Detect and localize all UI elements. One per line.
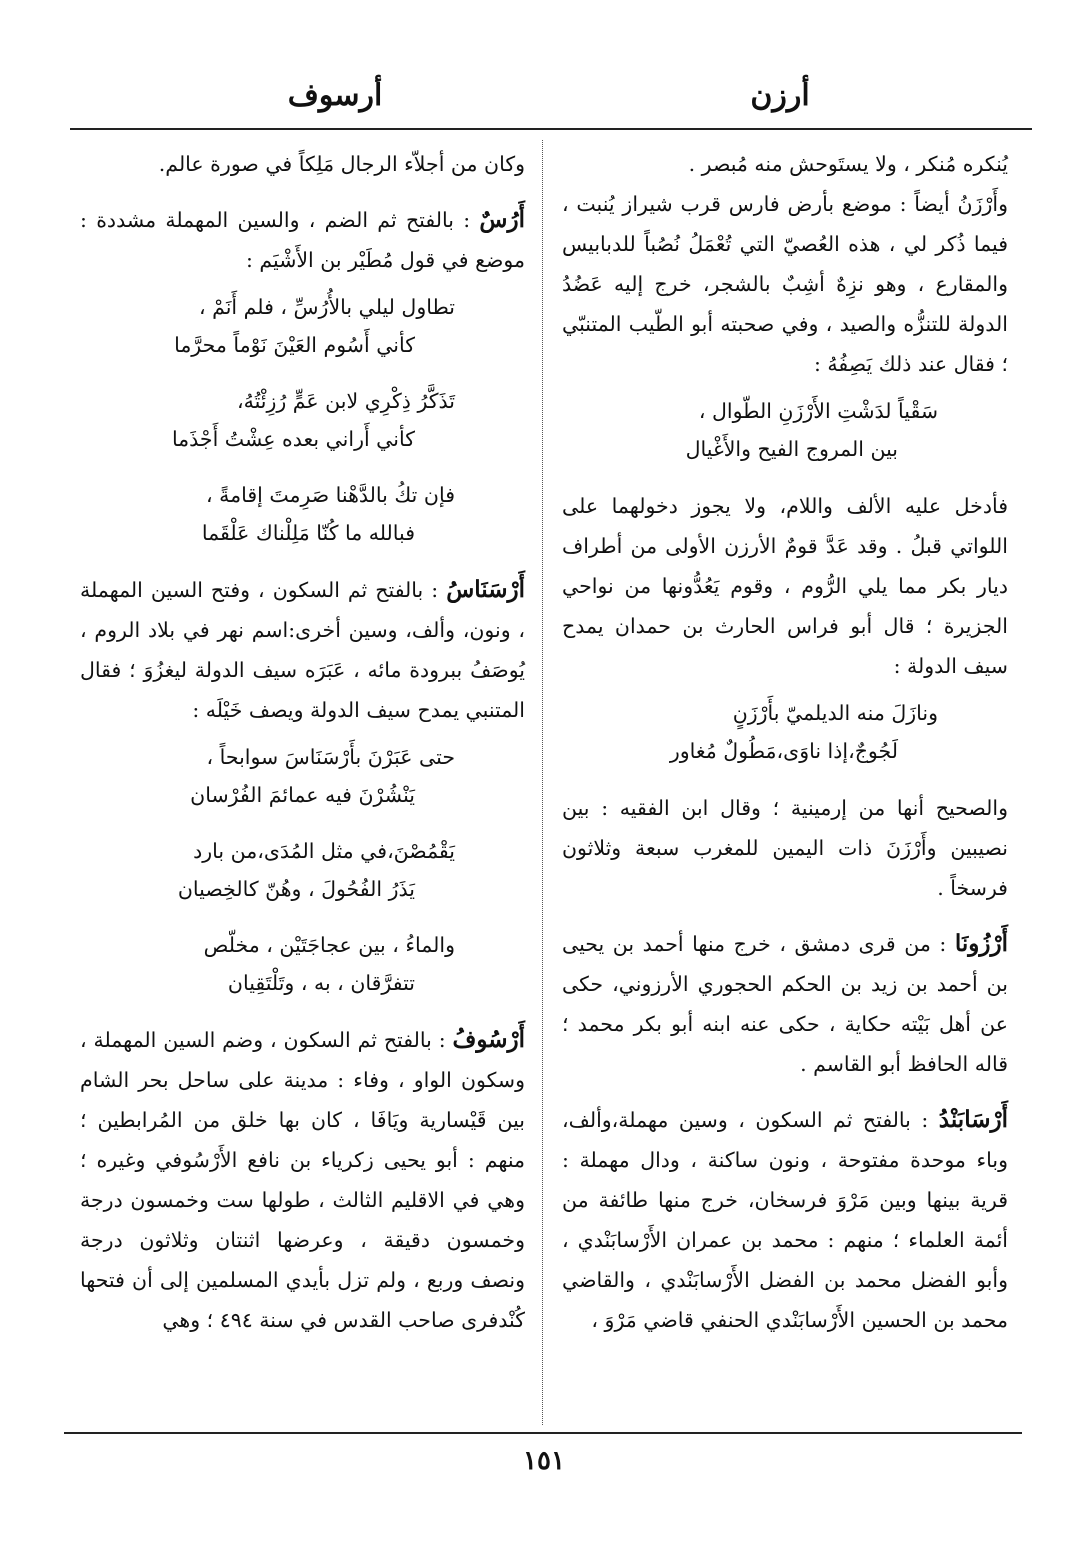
paragraph: [80, 200, 525, 280]
entry-text: : من قرى دمشق ، خرج منها أحمد بن يحيى بن أحمد بن زيد بن الحكم الحجوري الأرزوني، حكى عن أهل بَيْته حكاية ، حكى عنه ابنه أبو بكر محمد ؛ قاله الحافظ أبو القاسم .: [562, 932, 1008, 1076]
entry-continued: [80, 144, 525, 184]
entry-text: : بالفتح ثم السكون ، وفتح السين المهملة ، ونون، وألف، وسين أخرى:اسم نهر في بلاد الروم ، يُوصَفُ ببرودة مائه ، عَبَرَه سيف الدولة ليغزُوَ ؛ فقال المتنبي يمدح سيف الدولة ويصف خَيْلَه :: [80, 578, 525, 722]
header-rule: [70, 128, 1032, 130]
verse-line: كأني أَسُوم العَيْنَ نَوْماً محرَّما: [174, 333, 415, 357]
entry-headword: أَرُسٌ: [479, 206, 525, 233]
verse-block: [80, 288, 525, 364]
paragraph: وأَرْزَنُ أيضاً : موضع بأرض فارس قرب شيراز يُنبت ، فيما ذُكر لي ، هذه العُصيّ التي تُعْمَلُ نُصُباً للدبابيس والمقارع ، وهو نزِهٌ أشِبٌ بالشجر، خرج إليه عَضُدُ الدولة للتنزُّه والصيد ، وفي صحبته أبو الطّيب المتنبّي ؛ فقال عند ذلك يَصِفُهُ :: [562, 192, 1008, 376]
entry-headword: أَرْسَابَنْدُ: [938, 1106, 1008, 1133]
paragraph: وكان من أجلاّء الرجال مَلِكاً في صورة عالم.: [158, 152, 525, 176]
entry-arzan-continued: [562, 144, 1008, 908]
verse-block: [562, 392, 1008, 468]
page-number: ١٥١: [523, 1446, 565, 1476]
running-header-right: أرزن: [750, 78, 810, 113]
entry-arzuna: [562, 924, 1008, 1084]
verse-line: فإن تكُ بالدَّهْنا صَرِمتَ إقامةً ،: [205, 483, 455, 507]
entry-headword: أَرْسُوفُ: [452, 1026, 525, 1053]
verse-line: لَجُوجٌ،إذا ناوَى،مَطُولٌ مُغاور: [669, 739, 898, 763]
verse-line: تتفرَّقان ، به ، وتَلْتَقِيان: [227, 971, 415, 995]
paragraph: [80, 1020, 525, 1340]
entry-arus: [80, 200, 525, 552]
entry-text: : بالفتح ثم السكون ، وضم السين المهملة ، وسكون الواو ، وفاء : مدينة على ساحل بحر الشام بين قَيْسارية ويَافَا ، كان بها خلق من المُرابطين ؛ منهم : أبو يحيى زكرياء بن نافع الأَرْسُوفي وغيره ؛ وهي في الاقليم الثالث ، طولها ست وخمسون درجة وخمسون دقيقة ، وعرضها اثنتان وثلاثون درجة ونصف وربع ، ولم تزل بأيدي المسلمين إلى أن فتحها كُنْدفرى صاحب القدس في سنة ٤٩٤ ؛ وهي: [80, 1028, 525, 1332]
paragraph: والصحيح أنها من إرمينية ؛ وقال ابن الفقيه : بين نصيبين وأَرْزَنَ ذات اليمين للمغرب سبعة وثلاثون فرسخاً .: [562, 796, 1008, 900]
entry-text: : بالفتح ثم السكون ، وسين مهملة،وألف، وباء موحدة مفتوحة ، ونون ساكنة ، ودال مهملة : قرية بينها وبين مَرْوَ فرسخان، خرج منها طائفة من أئمة العلماء ؛ منهم : محمد بن عمران الأَرْسابَنْدي ، وأبو الفضل محمد بن الفضل الأَرْسابَنْدي ، والقاضي محمد بن الحسين الأَرْسابَنْدي الحنفي قاضي مَرْوَ ،: [562, 1108, 1008, 1332]
verse-line: يَنْشُرْنَ فيه عمائمَ الفُرْسان: [190, 783, 415, 807]
paragraph: [562, 1100, 1008, 1340]
verse-block: [80, 926, 525, 1002]
verse-block: [80, 738, 525, 814]
verse-line: فبالله ما كُنّا مَلِلْناك عَلْقَما: [201, 521, 415, 545]
verse-line: تَذَكَّرُ ذِكْرِي لابن عَمٍّ رُزِئْتُهُ،: [236, 389, 455, 413]
paragraph: [80, 570, 525, 730]
verse-block: [80, 476, 525, 552]
verse-block: [562, 694, 1008, 770]
entry-arsanas: [80, 570, 525, 1002]
entry-headword: أَرْسَنَاسُ: [446, 576, 525, 603]
verse-line: بين المروج الفيح والأَغْيال: [685, 437, 898, 461]
paragraph: [562, 924, 1008, 1084]
verse-line: يَقْمُصْنَ،في مثل المُدَى،من بارد: [193, 839, 455, 863]
entry-text: : بالفتح ثم الضم ، والسين المهملة مشددة : موضع في قول مُطَيْر بن الأَشْيَم :: [80, 208, 525, 272]
footer-rule: [64, 1432, 1022, 1434]
verse-line: يَذَرُ الفُحُولَ ، وهُنّ كالخِصيان: [177, 877, 415, 901]
verse-line: تطاول ليلي بالأُرُسِّ ، فلم أَنَمْ ،: [198, 295, 455, 319]
left-column: [80, 144, 525, 1356]
entry-arsaband: [562, 1100, 1008, 1340]
right-column: [562, 144, 1008, 1356]
entry-arsuf: [80, 1020, 525, 1340]
verse-block: [80, 382, 525, 458]
verse-line: حتى عَبَرْنَ بأَرْسَنَاسَ سوابحاً ،: [206, 745, 455, 769]
running-header-left: أرسوف: [287, 78, 383, 113]
paragraph: فأدخل عليه الألف واللام، ولا يجوز دخولهما على اللواتي قبلُ . وقد عَدَّ قومٌ الأرزن الأولى من أطراف ديار بكر مما يلي الرُّوم ، وقوم يَعُدُّونها من نواحي الجزيرة ؛ قال أبو فراس الحارث بن حمدان يمدح سيف الدولة :: [562, 494, 1008, 678]
verse-line: ونازَلَ منه الديلميّ بأَرْزَنٍ: [732, 701, 938, 725]
verse-line: كأني أَراني بعده عِشْتُ أَجْذَما: [171, 427, 415, 451]
paragraph: يُنكره مُنكر ، ولا يستَوحش منه مُبصر .: [688, 152, 1008, 176]
entry-headword: أَرْزُونَا: [954, 930, 1008, 957]
verse-line: والماءُ ، بين عجاجَتَيْن ، مخلّص: [203, 933, 455, 957]
column-divider: [542, 140, 543, 1425]
verse-line: سَقْياً لدَشْتِ الأَرْزَنِ الطّوال ،: [698, 399, 938, 423]
verse-block: [80, 832, 525, 908]
